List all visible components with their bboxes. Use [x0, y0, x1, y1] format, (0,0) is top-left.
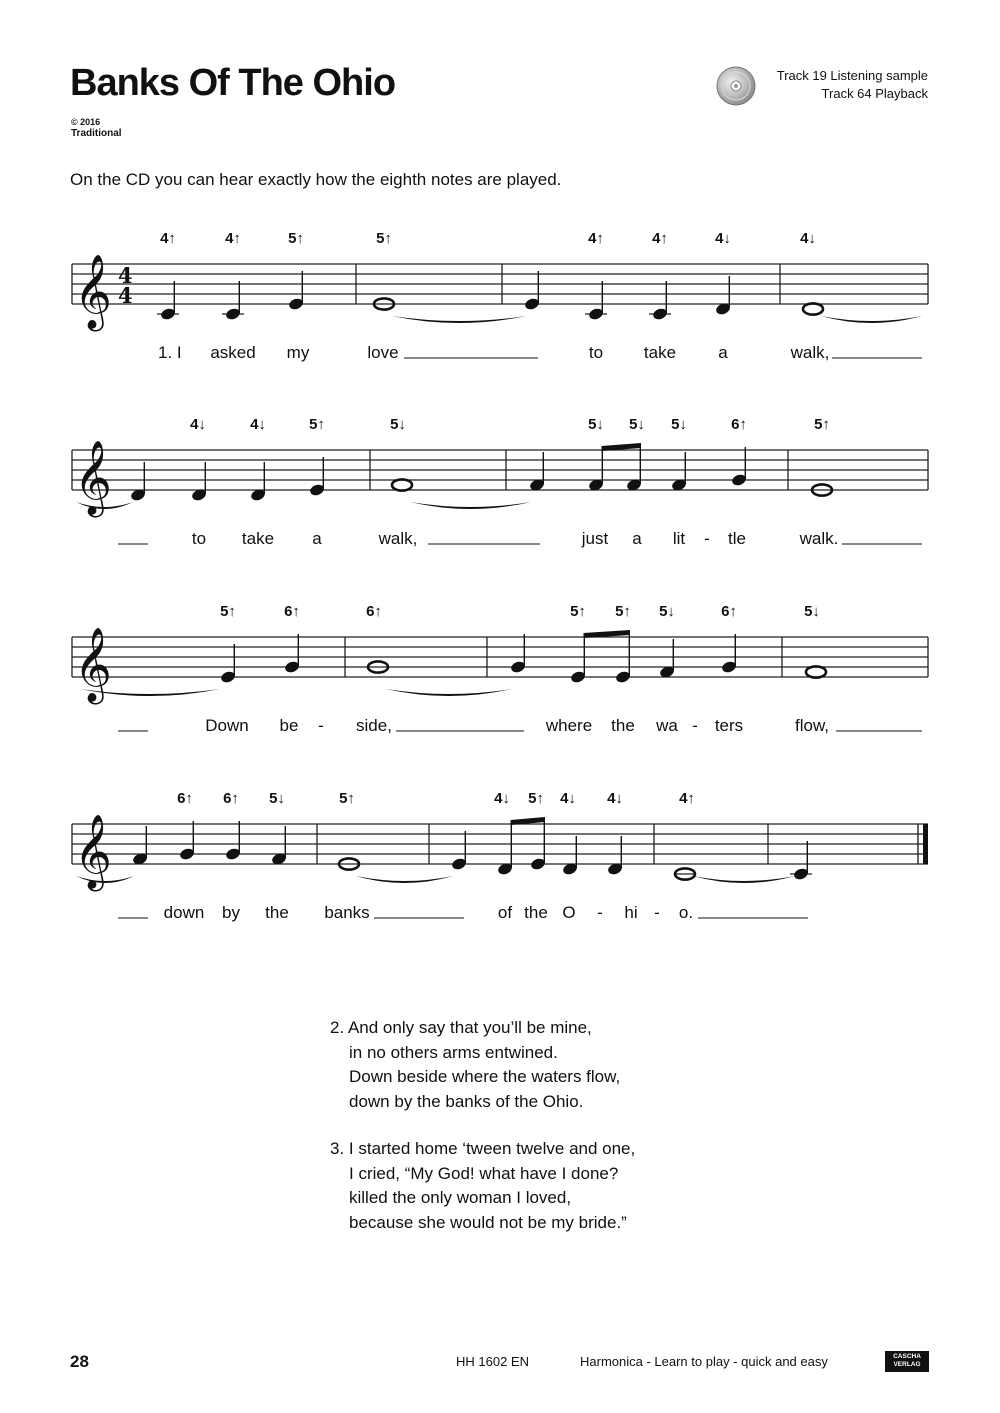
- tab-number: 5↓: [659, 603, 675, 620]
- tab-number: 5↓: [629, 416, 645, 433]
- tab-number: 5↑: [814, 416, 830, 433]
- time-signature: 4: [118, 263, 133, 288]
- lyric-syllable: a: [312, 529, 322, 548]
- lyric-syllable: walk.: [799, 529, 839, 548]
- verse-3: [330, 1137, 635, 1235]
- tie: [356, 876, 453, 883]
- tab-number: 5↓: [671, 416, 687, 433]
- verse-line: killed the only woman I loved,: [349, 1188, 572, 1207]
- lyric-syllable: the: [524, 903, 548, 922]
- lyric-syllable: Down: [205, 716, 249, 735]
- tab-number: 6↑: [177, 790, 193, 807]
- lyric-syllable: walk,: [378, 529, 418, 548]
- final-barline: [923, 824, 928, 864]
- verse-line: I cried, “My God! what have I done?: [349, 1163, 619, 1183]
- whole-note: [392, 479, 412, 490]
- composer-credit: Traditional: [71, 128, 122, 139]
- tab-number: 5↑: [220, 603, 236, 620]
- tie: [386, 689, 512, 696]
- lyric-syllable: just: [581, 529, 609, 548]
- verse-line: 3. I started home ‘tween twelve and one,: [330, 1139, 636, 1158]
- tab-number: 5↑: [339, 790, 355, 807]
- tie: [821, 316, 922, 323]
- lyric-syllable: take: [241, 529, 275, 548]
- tab-number: 4↑: [160, 230, 176, 247]
- lyric-syllable: walk,: [790, 343, 830, 362]
- tab-number: 4↓: [800, 230, 816, 247]
- tab-number: 4↑: [225, 230, 241, 247]
- song-title: Banks Of The Ohio: [70, 62, 396, 104]
- lyric-syllable: wa: [656, 716, 678, 735]
- tab-number: 5↑: [288, 230, 304, 247]
- whole-note: [806, 666, 826, 677]
- lyric-syllable: asked: [210, 343, 256, 362]
- tab-number: 4↑: [652, 230, 668, 247]
- tab-number: 5↓: [804, 603, 820, 620]
- lyric-syllable: the: [265, 903, 289, 922]
- tab-number: 5↑: [528, 790, 544, 807]
- lyric-syllable: by: [222, 903, 240, 922]
- tab-number: 4↓: [715, 230, 731, 247]
- tab-number: 6↑: [366, 603, 382, 620]
- lyric-syllable: banks: [324, 903, 370, 922]
- treble-clef-icon: 𝄞: [74, 441, 112, 515]
- lyric-syllable: -: [654, 903, 660, 922]
- tie: [410, 502, 531, 509]
- lyric-syllable: flow,: [794, 716, 830, 735]
- time-signature: 4: [118, 283, 133, 308]
- treble-clef-icon: 𝄞: [74, 255, 112, 329]
- verse-line: Down beside where the waters flow,: [349, 1067, 621, 1086]
- lyric-syllable: a: [718, 343, 728, 362]
- lyric-syllable: the: [611, 716, 635, 735]
- tab-number: 6↑: [284, 603, 300, 620]
- lyric-syllable: down: [163, 903, 205, 922]
- lyric-syllable: side,: [356, 716, 392, 735]
- page-number: 28: [70, 1352, 89, 1371]
- lyric-syllable: where: [545, 716, 593, 735]
- treble-clef-icon: 𝄞: [74, 628, 112, 702]
- verse-line: down by the banks of the Ohio.: [349, 1091, 584, 1111]
- lyric-syllable: hi: [624, 903, 638, 922]
- lyric-syllable: ters: [714, 716, 744, 735]
- publisher-logo: CASCHA VERLAG: [885, 1351, 929, 1372]
- lyric-syllable: take: [643, 343, 677, 362]
- catalog-number: HH 1602 EN: [456, 1354, 529, 1369]
- verse-line: in no others arms entwined.: [349, 1042, 558, 1062]
- tab-number: 4↓: [560, 790, 576, 807]
- lyric-syllable: to: [588, 343, 604, 362]
- lyric-syllable: o.: [678, 903, 694, 922]
- verse-2: [330, 1016, 620, 1114]
- tab-number: 5↑: [309, 416, 325, 433]
- tab-number: 5↑: [615, 603, 631, 620]
- tie: [693, 876, 795, 883]
- lyric-syllable: 1. I: [158, 343, 182, 362]
- lyric-syllable: tle: [728, 529, 746, 548]
- lyric-syllable: my: [286, 343, 310, 362]
- verse-line: 2. And only say that you’ll be mine,: [330, 1018, 592, 1037]
- intro-text: On the CD you can hear exactly how the eighth notes are played.: [70, 170, 562, 189]
- track-listening-label: Track 19 Listening sample: [776, 68, 928, 83]
- tab-number: 5↓: [588, 416, 604, 433]
- whole-note: [803, 303, 823, 314]
- tab-number: 6↑: [223, 790, 239, 807]
- lyric-syllable: love: [367, 343, 399, 362]
- tab-number: 4↑: [679, 790, 695, 807]
- copyright-note: © 2016: [71, 117, 101, 127]
- lyric-syllable: -: [704, 529, 710, 548]
- tab-number: 5↑: [376, 230, 392, 247]
- tab-number: 4↓: [190, 416, 206, 433]
- tab-number: 6↑: [721, 603, 737, 620]
- lyric-syllable: O: [562, 903, 576, 922]
- book-title: Harmonica - Learn to play - quick and easy: [580, 1354, 828, 1369]
- treble-clef-icon: 𝄞: [74, 815, 112, 889]
- lyric-syllable: lit: [672, 529, 686, 548]
- tab-number: 4↓: [494, 790, 510, 807]
- lyric-syllable: -: [597, 903, 603, 922]
- lyric-syllable: be: [279, 716, 299, 735]
- tab-number: 4↓: [250, 416, 266, 433]
- track-playback-label: Track 64 Playback: [821, 86, 928, 101]
- tab-number: 5↓: [390, 416, 406, 433]
- tab-number: 5↓: [269, 790, 285, 807]
- lyric-syllable: a: [632, 529, 642, 548]
- lyric-syllable: -: [692, 716, 698, 735]
- tab-number: 6↑: [731, 416, 747, 433]
- verse-line: because she would not be my bride.”: [349, 1212, 627, 1232]
- tab-number: 5↑: [570, 603, 586, 620]
- tab-number: 4↓: [607, 790, 623, 807]
- lyric-syllable: of: [497, 903, 513, 922]
- tie: [392, 316, 526, 323]
- lyric-syllable: to: [191, 529, 207, 548]
- tab-number: 4↑: [588, 230, 604, 247]
- lyric-syllable: -: [318, 716, 324, 735]
